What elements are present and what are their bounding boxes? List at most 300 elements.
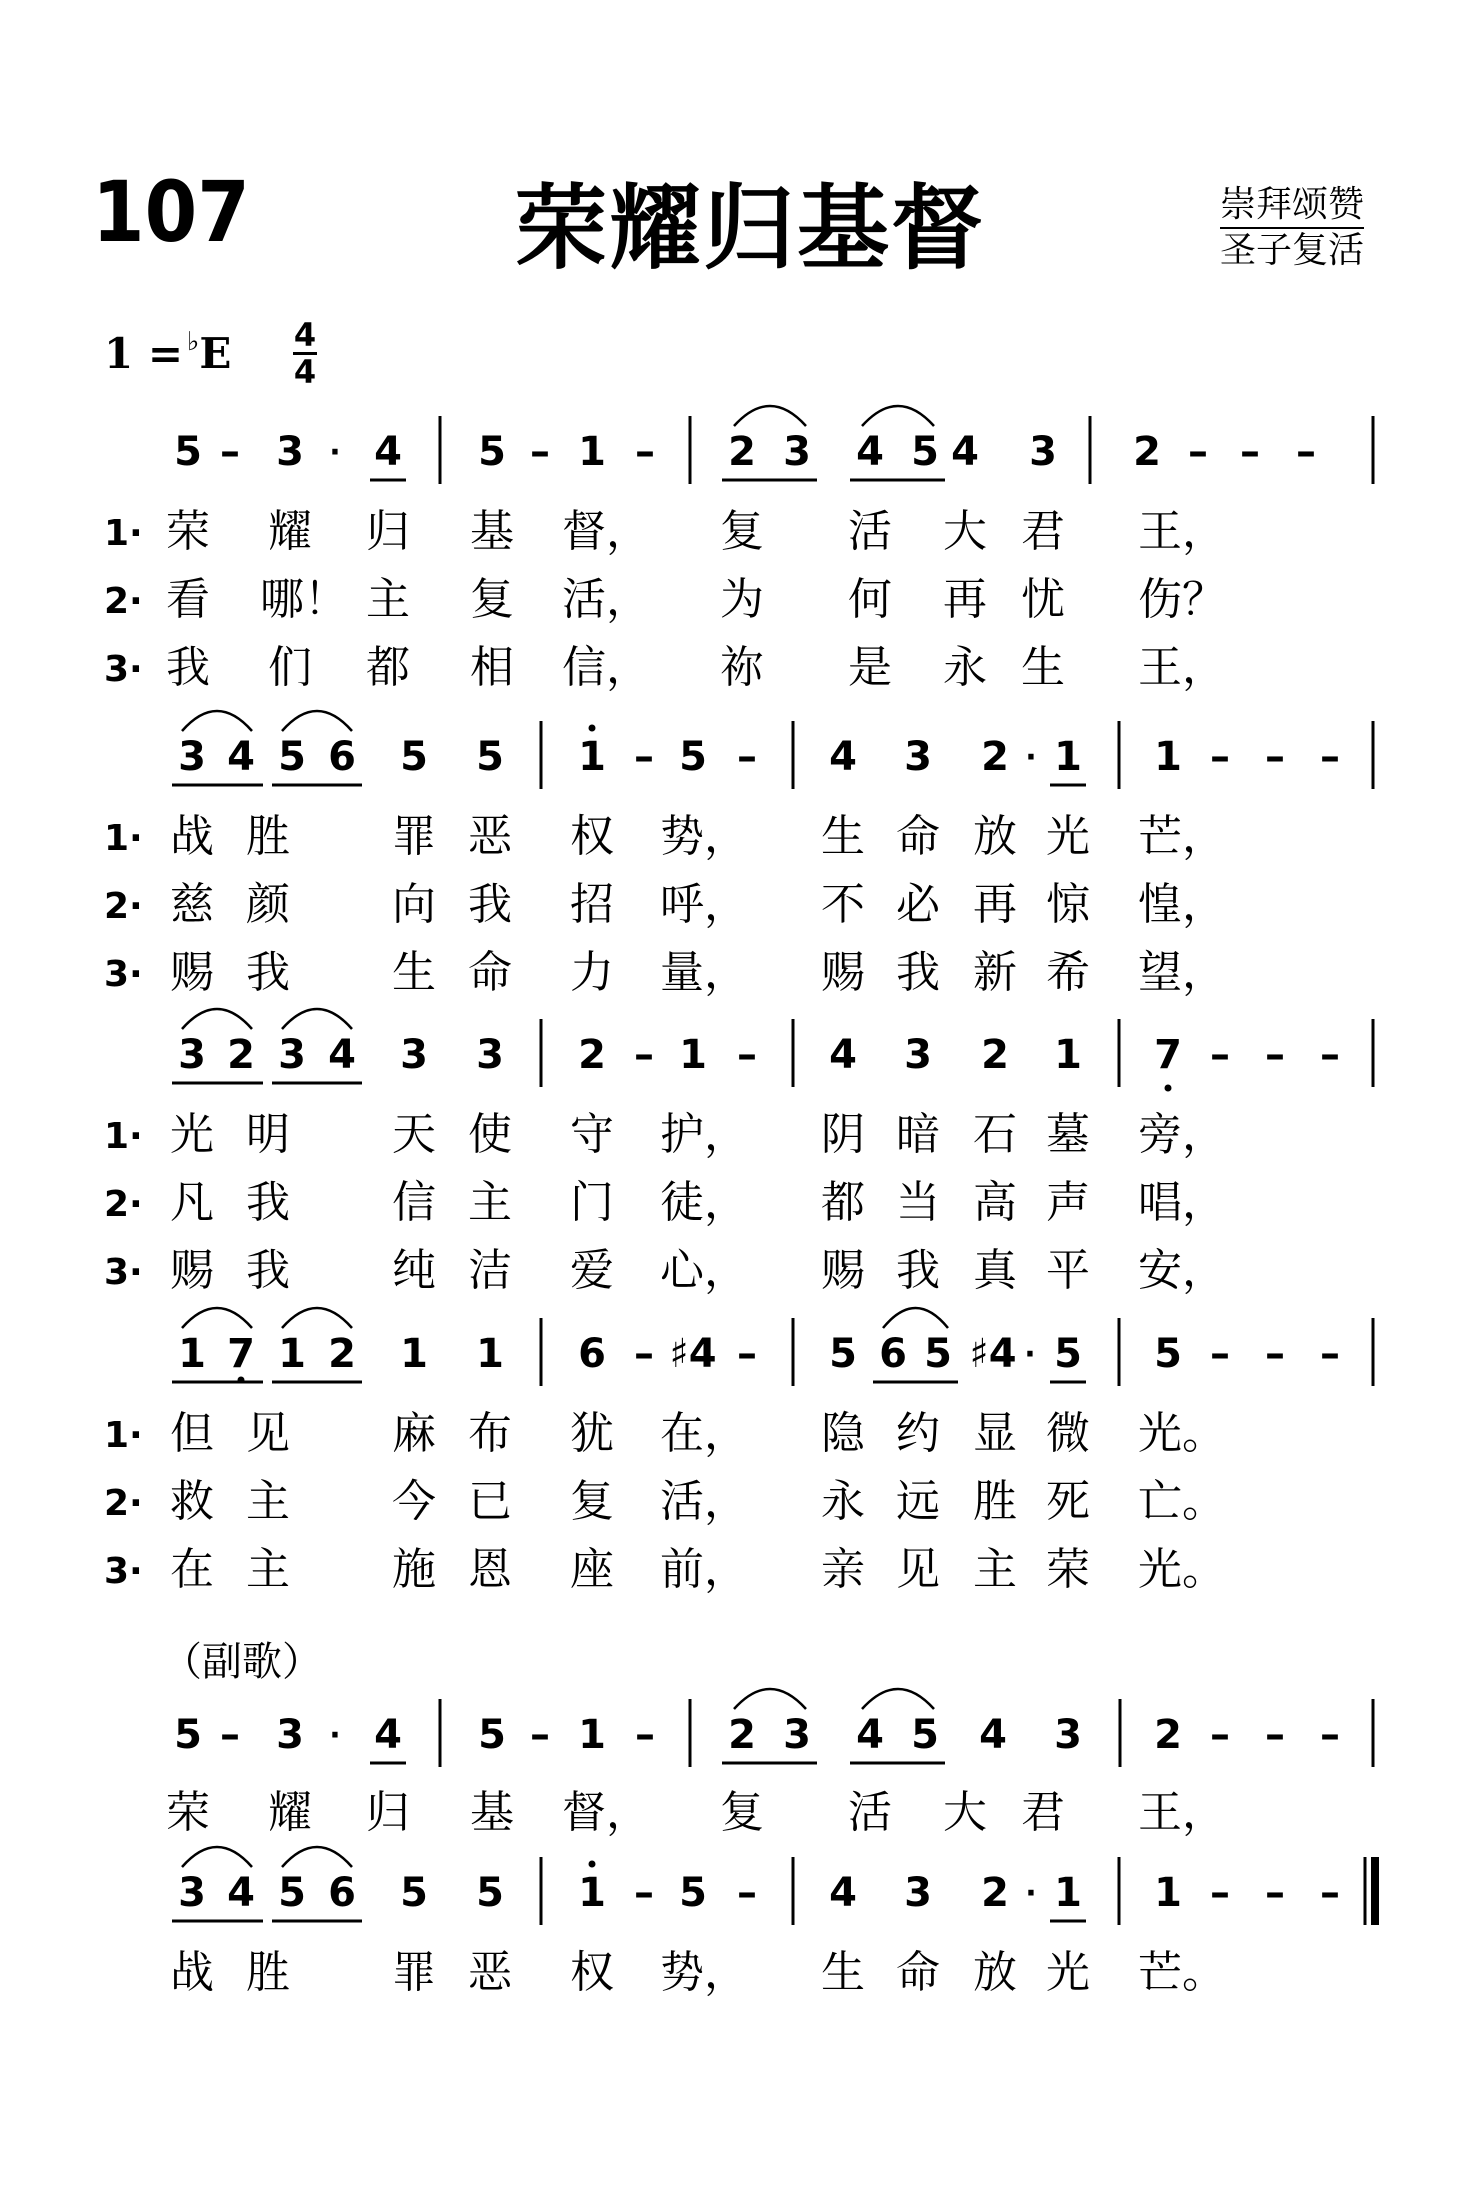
lyric-char: 光。 [1138, 1544, 1226, 1595]
note: 4 [227, 1870, 255, 1916]
lyric-char: 再 [943, 574, 987, 625]
note: – [737, 734, 757, 780]
note: 3 [178, 734, 206, 780]
lyric-char: 石 [973, 1109, 1017, 1160]
lyric-char: 在， [660, 1408, 748, 1459]
lyric-char: 今 [392, 1476, 436, 1527]
lyric-char: 基 [470, 1787, 514, 1838]
lyric-char: 不 [821, 879, 865, 930]
verse-number: 1· [104, 1116, 143, 1157]
note: – [1210, 1712, 1230, 1758]
lyric-char: 光。 [1138, 1408, 1226, 1459]
note: 1 [178, 1331, 206, 1377]
lyric-char: 赐 [170, 1245, 214, 1296]
note: – [1210, 1870, 1230, 1916]
lyric-char: 赐 [170, 947, 214, 998]
note: 2 [1133, 429, 1161, 475]
lyric-char: 荣 [166, 506, 210, 557]
note: 3 [904, 734, 932, 780]
note: – [1265, 1331, 1285, 1377]
lyric-char: 量， [660, 947, 748, 998]
note: ♯4 [669, 1331, 717, 1377]
lyric-char: 赐 [821, 947, 865, 998]
verse-number: 3· [104, 1551, 143, 1592]
note: 2 [981, 1032, 1009, 1078]
note: 4 [328, 1032, 356, 1078]
lyric-char: 护， [660, 1109, 748, 1160]
lyric-char: 忧 [1021, 574, 1065, 625]
note: 1 [476, 1331, 504, 1377]
lyric-char: 已 [468, 1476, 512, 1527]
note: 3 [276, 429, 304, 475]
lyric-char: 都 [366, 642, 410, 693]
lyric-char: 君 [1021, 1787, 1065, 1838]
category-secondary: 圣子复活 [1220, 230, 1365, 271]
slur [282, 1009, 352, 1029]
verse-number: 1· [104, 1415, 143, 1456]
lyric-char: 大 [943, 506, 987, 557]
verse-number: 2· [104, 1483, 143, 1524]
lyric-char: 大 [943, 1787, 987, 1838]
lyric-char: 基 [470, 506, 514, 557]
note: 3 [783, 1712, 811, 1758]
lyric-char: 使 [468, 1109, 512, 1160]
lyric-char: 当 [896, 1177, 940, 1228]
note: – [1320, 1712, 1340, 1758]
note: 7 [227, 1331, 255, 1377]
lyric-char: 势， [660, 1947, 748, 1998]
lyric-char: 罪 [392, 1947, 436, 1998]
lyric-char: 旁， [1138, 1109, 1226, 1160]
note: 5 [278, 1870, 306, 1916]
note: 1 [679, 1032, 707, 1078]
lyric-char: 颜 [246, 879, 290, 930]
note: – [1210, 734, 1230, 780]
verse-number: 3· [104, 954, 143, 995]
note: – [1188, 429, 1208, 475]
note: – [530, 1712, 550, 1758]
lyric-char: 主 [973, 1544, 1017, 1595]
lyric-char: 见 [246, 1408, 290, 1459]
lyric-char: 暗 [896, 1109, 940, 1160]
lyric-char: 爱 [570, 1245, 614, 1296]
note: 4 [227, 734, 255, 780]
lyric-char: 信 [392, 1177, 436, 1228]
lyric-char: 亲 [821, 1544, 865, 1595]
note: 5 [478, 1712, 506, 1758]
note: – [634, 1032, 654, 1078]
time-sig-top: 4 [293, 316, 317, 354]
lyric-char: 我 [246, 947, 290, 998]
lyric-char: 心， [660, 1245, 748, 1296]
note: 5 [278, 734, 306, 780]
lyric-char: 生 [821, 1947, 865, 1998]
note: – [737, 1331, 757, 1377]
note: 2 [728, 1712, 756, 1758]
lyric-char: 我 [468, 879, 512, 930]
note: 3 [278, 1032, 306, 1078]
lyric-char: 督， [562, 1787, 650, 1838]
lyric-char: 荣 [1046, 1544, 1090, 1595]
key-prefix: 1 = [104, 329, 184, 378]
lyric-char: 主 [468, 1177, 512, 1228]
lyric-char: 凡 [170, 1177, 214, 1228]
note: – [634, 1331, 654, 1377]
hymn-title: 荣耀归基督 [515, 175, 986, 282]
slur [182, 711, 252, 731]
note: 4 [951, 429, 979, 475]
lyric-char: 在 [170, 1544, 214, 1595]
note: 3 [1054, 1712, 1082, 1758]
note: 1 [278, 1331, 306, 1377]
note: 1 [1054, 1032, 1082, 1078]
note: 2 [728, 429, 756, 475]
note: 6 [578, 1331, 606, 1377]
lyric-char: 救 [170, 1476, 214, 1527]
note: 5 [400, 1870, 428, 1916]
slur [883, 1308, 948, 1328]
note: – [220, 1712, 240, 1758]
lyric-char: 复 [570, 1476, 614, 1527]
lyric-char: 权 [570, 1947, 614, 1998]
note: 4 [374, 1712, 402, 1758]
lyric-char: 必 [896, 879, 940, 930]
note: – [1320, 1870, 1340, 1916]
note: 5 [478, 429, 506, 475]
key-flat-sign: ♭ [187, 327, 200, 357]
note: – [1265, 1032, 1285, 1078]
note: 1 [1054, 734, 1082, 780]
lyric-char: 犹 [570, 1408, 614, 1459]
lyric-char: 施 [392, 1544, 436, 1595]
note: – [1320, 1331, 1340, 1377]
lyric-char: 永 [943, 642, 987, 693]
slur [182, 1308, 252, 1328]
note: 5 [679, 1870, 707, 1916]
note: 5 [924, 1331, 952, 1377]
lyric-char: 光 [1046, 1947, 1090, 1998]
note: · [1024, 1337, 1036, 1372]
octave-dot [1165, 1085, 1172, 1092]
note: 2 [578, 1032, 606, 1078]
note: 3 [400, 1032, 428, 1078]
octave-dot [589, 1861, 596, 1868]
lyric-char: 们 [268, 642, 312, 693]
time-sig-bottom: 4 [293, 353, 317, 391]
lyric-char: 惊 [1046, 879, 1090, 930]
note: 3 [904, 1032, 932, 1078]
note: – [1320, 1032, 1340, 1078]
note: 1 [1154, 734, 1182, 780]
note: – [1320, 734, 1340, 780]
lyric-char: 信， [562, 642, 650, 693]
lyric-char: 望， [1138, 947, 1226, 998]
note: 7 [1154, 1032, 1182, 1078]
verse-number: 2· [104, 581, 143, 622]
lyric-char: 安， [1138, 1245, 1226, 1296]
note: · [329, 435, 341, 470]
note: 1 [578, 1712, 606, 1758]
lyric-char: 天 [392, 1109, 436, 1160]
note: 5 [174, 1712, 202, 1758]
note: 1 [578, 1870, 606, 1916]
lyric-char: 督， [562, 506, 650, 557]
note: 5 [174, 429, 202, 475]
lyric-char: 王， [1138, 506, 1226, 557]
lyric-char: 布 [468, 1408, 512, 1459]
lyric-char: 活， [660, 1476, 748, 1527]
note: 3 [1029, 429, 1057, 475]
lyric-char: 主 [246, 1476, 290, 1527]
lyric-char: 芒。 [1138, 1947, 1226, 1998]
note: 6 [328, 734, 356, 780]
lyric-char: 相 [470, 642, 514, 693]
lyric-char: 战 [170, 1947, 214, 1998]
lyric-char: 胜 [973, 1476, 1017, 1527]
note: – [1210, 1032, 1230, 1078]
lyric-char: 荣 [166, 1787, 210, 1838]
lyric-char: 势， [660, 811, 748, 862]
lyric-char: 恩 [468, 1544, 512, 1595]
lyric-char: 胜 [246, 1947, 290, 1998]
lyric-char: 约 [896, 1408, 940, 1459]
lyric-char: 战 [170, 811, 214, 862]
lyric-char: 耀 [268, 506, 312, 557]
note: – [1240, 429, 1260, 475]
verse-number: 2· [104, 886, 143, 927]
lyric-char: 呼， [660, 879, 748, 930]
lyric-char: 声 [1046, 1177, 1090, 1228]
note: 5 [476, 1870, 504, 1916]
lyric-char: 我 [166, 642, 210, 693]
lyric-char: 看 [166, 574, 210, 625]
note: 1 [1054, 1870, 1082, 1916]
lyric-char: 座 [570, 1544, 614, 1595]
lyric-char: 复 [470, 574, 514, 625]
note: – [1265, 1870, 1285, 1916]
lyric-char: 放 [973, 811, 1017, 862]
note: 3 [783, 429, 811, 475]
note: 3 [178, 1032, 206, 1078]
note: · [1025, 740, 1037, 775]
lyric-char: 活 [848, 1787, 892, 1838]
lyric-char: 亡。 [1138, 1476, 1226, 1527]
note: – [635, 429, 655, 475]
lyric-char: 生 [1021, 642, 1065, 693]
lyric-char: 麻 [392, 1408, 436, 1459]
note: 3 [178, 1870, 206, 1916]
slur [282, 1308, 352, 1328]
note: · [1025, 1876, 1037, 1911]
note: 4 [374, 429, 402, 475]
lyric-char: 徒， [660, 1177, 748, 1228]
note: 4 [829, 1032, 857, 1078]
note: 3 [476, 1032, 504, 1078]
note: – [635, 1712, 655, 1758]
lyric-char: 耀 [268, 1787, 312, 1838]
note: 4 [856, 1712, 884, 1758]
lyric-char: 复 [720, 506, 764, 557]
note: 2 [227, 1032, 255, 1078]
verse-number: 1· [104, 513, 143, 554]
note: 4 [829, 1870, 857, 1916]
note: 1 [400, 1331, 428, 1377]
lyric-char: 复 [720, 1787, 764, 1838]
note: 5 [829, 1331, 857, 1377]
lyric-char: 门 [570, 1177, 614, 1228]
lyric-char: 希 [1046, 947, 1090, 998]
note: 5 [679, 734, 707, 780]
lyric-char: 前， [660, 1544, 748, 1595]
lyric-char: 权 [570, 811, 614, 862]
note: 5 [1054, 1331, 1082, 1377]
note: 4 [856, 429, 884, 475]
note: – [530, 429, 550, 475]
lyric-char: 死 [1046, 1476, 1090, 1527]
category-primary: 崇拜颂赞 [1220, 183, 1364, 229]
slur [282, 1847, 352, 1867]
note: – [634, 1870, 654, 1916]
lyric-char: 阴 [821, 1109, 865, 1160]
lyric-char: 新 [973, 947, 1017, 998]
lyric-char: 恶 [468, 1947, 512, 1998]
verse-number: 3· [104, 1252, 143, 1293]
lyric-char: 惶， [1138, 879, 1226, 930]
note: 3 [904, 1870, 932, 1916]
note: 2 [981, 734, 1009, 780]
octave-dot [238, 1377, 245, 1384]
note: 4 [979, 1712, 1007, 1758]
lyric-char: 哪！ [260, 574, 348, 625]
lyric-char: 罪 [392, 811, 436, 862]
lyric-char: 命 [896, 1947, 940, 1998]
lyric-char: 生 [392, 947, 436, 998]
note: – [220, 429, 240, 475]
lyric-char: 光 [170, 1109, 214, 1160]
lyric-char: 伤？ [1138, 574, 1226, 625]
lyric-char: 活， [562, 574, 650, 625]
lyric-char: 祢 [720, 642, 764, 693]
note: 1 [1154, 1870, 1182, 1916]
verse-number: 3· [104, 649, 143, 690]
lyric-char: 王， [1138, 1787, 1226, 1838]
lyric-char: 放 [973, 1947, 1017, 1998]
lyric-char: 明 [246, 1109, 290, 1160]
lyric-char: 胜 [246, 811, 290, 862]
lyric-char: 守 [570, 1109, 614, 1160]
lyric-char: 唱， [1138, 1177, 1226, 1228]
lyric-char: 我 [896, 947, 940, 998]
lyric-char: 见 [896, 1544, 940, 1595]
lyric-char: 向 [392, 879, 436, 930]
note: 5 [911, 1712, 939, 1758]
note: 5 [400, 734, 428, 780]
lyric-char: 归 [366, 506, 410, 557]
lyric-char: 王， [1138, 642, 1226, 693]
lyric-char: 高 [973, 1177, 1017, 1228]
note: 2 [981, 1870, 1009, 1916]
note: 4 [829, 734, 857, 780]
note: 5 [911, 429, 939, 475]
note: 5 [1154, 1331, 1182, 1377]
note: · [329, 1718, 341, 1753]
lyric-char: 芒， [1138, 811, 1226, 862]
lyric-char: 归 [366, 1787, 410, 1838]
lyric-char: 赐 [821, 1245, 865, 1296]
lyric-char: 显 [973, 1408, 1017, 1459]
lyric-char: 命 [896, 811, 940, 862]
lyric-char: 纯 [392, 1245, 436, 1296]
note: – [1210, 1331, 1230, 1377]
chorus-label: （副歌） [162, 1639, 322, 1685]
note: – [1296, 429, 1316, 475]
lyric-char: 主 [246, 1544, 290, 1595]
lyric-char: 平 [1046, 1245, 1090, 1296]
verse-number: 1· [104, 818, 143, 859]
note: 1 [578, 734, 606, 780]
slur [182, 1009, 252, 1029]
note: – [737, 1032, 757, 1078]
note: 2 [1154, 1712, 1182, 1758]
lyric-char: 恶 [468, 811, 512, 862]
note: – [634, 734, 654, 780]
lyric-char: 命 [468, 947, 512, 998]
lyric-char: 君 [1021, 506, 1065, 557]
lyric-char: 洁 [468, 1245, 512, 1296]
note: 2 [328, 1331, 356, 1377]
hymn-number: 107 [92, 163, 250, 261]
lyric-char: 但 [170, 1408, 214, 1459]
note: ♯4 [969, 1331, 1017, 1377]
lyric-char: 真 [973, 1245, 1017, 1296]
lyric-char: 墓 [1046, 1109, 1090, 1160]
slur [734, 406, 806, 426]
lyric-char: 招 [570, 879, 614, 930]
note: 5 [476, 734, 504, 780]
lyric-char: 远 [896, 1476, 940, 1527]
note: 6 [879, 1331, 907, 1377]
lyric-char: 何 [848, 574, 892, 625]
note: – [1265, 734, 1285, 780]
note: – [1265, 1712, 1285, 1758]
lyric-char: 生 [821, 811, 865, 862]
slur [282, 711, 352, 731]
lyric-char: 慈 [170, 879, 214, 930]
lyric-char: 都 [821, 1177, 865, 1228]
lyric-char: 我 [246, 1245, 290, 1296]
octave-dot [589, 725, 596, 732]
slur [182, 1847, 252, 1867]
slur [734, 1689, 806, 1709]
lyric-char: 永 [821, 1476, 865, 1527]
slur [862, 1689, 934, 1709]
slur [862, 406, 934, 426]
lyric-char: 是 [848, 642, 892, 693]
verse-number: 2· [104, 1184, 143, 1225]
lyric-char: 再 [973, 879, 1017, 930]
lyric-char: 为 [720, 574, 764, 625]
lyric-char: 力 [570, 947, 614, 998]
lyric-char: 光 [1046, 811, 1090, 862]
lyric-char: 主 [366, 574, 410, 625]
lyric-char: 我 [896, 1245, 940, 1296]
note: – [737, 1870, 757, 1916]
lyric-char: 我 [246, 1177, 290, 1228]
lyric-char: 微 [1046, 1408, 1090, 1459]
key-tonic: E [199, 329, 232, 378]
lyric-char: 活 [848, 506, 892, 557]
lyric-char: 隐 [821, 1408, 865, 1459]
